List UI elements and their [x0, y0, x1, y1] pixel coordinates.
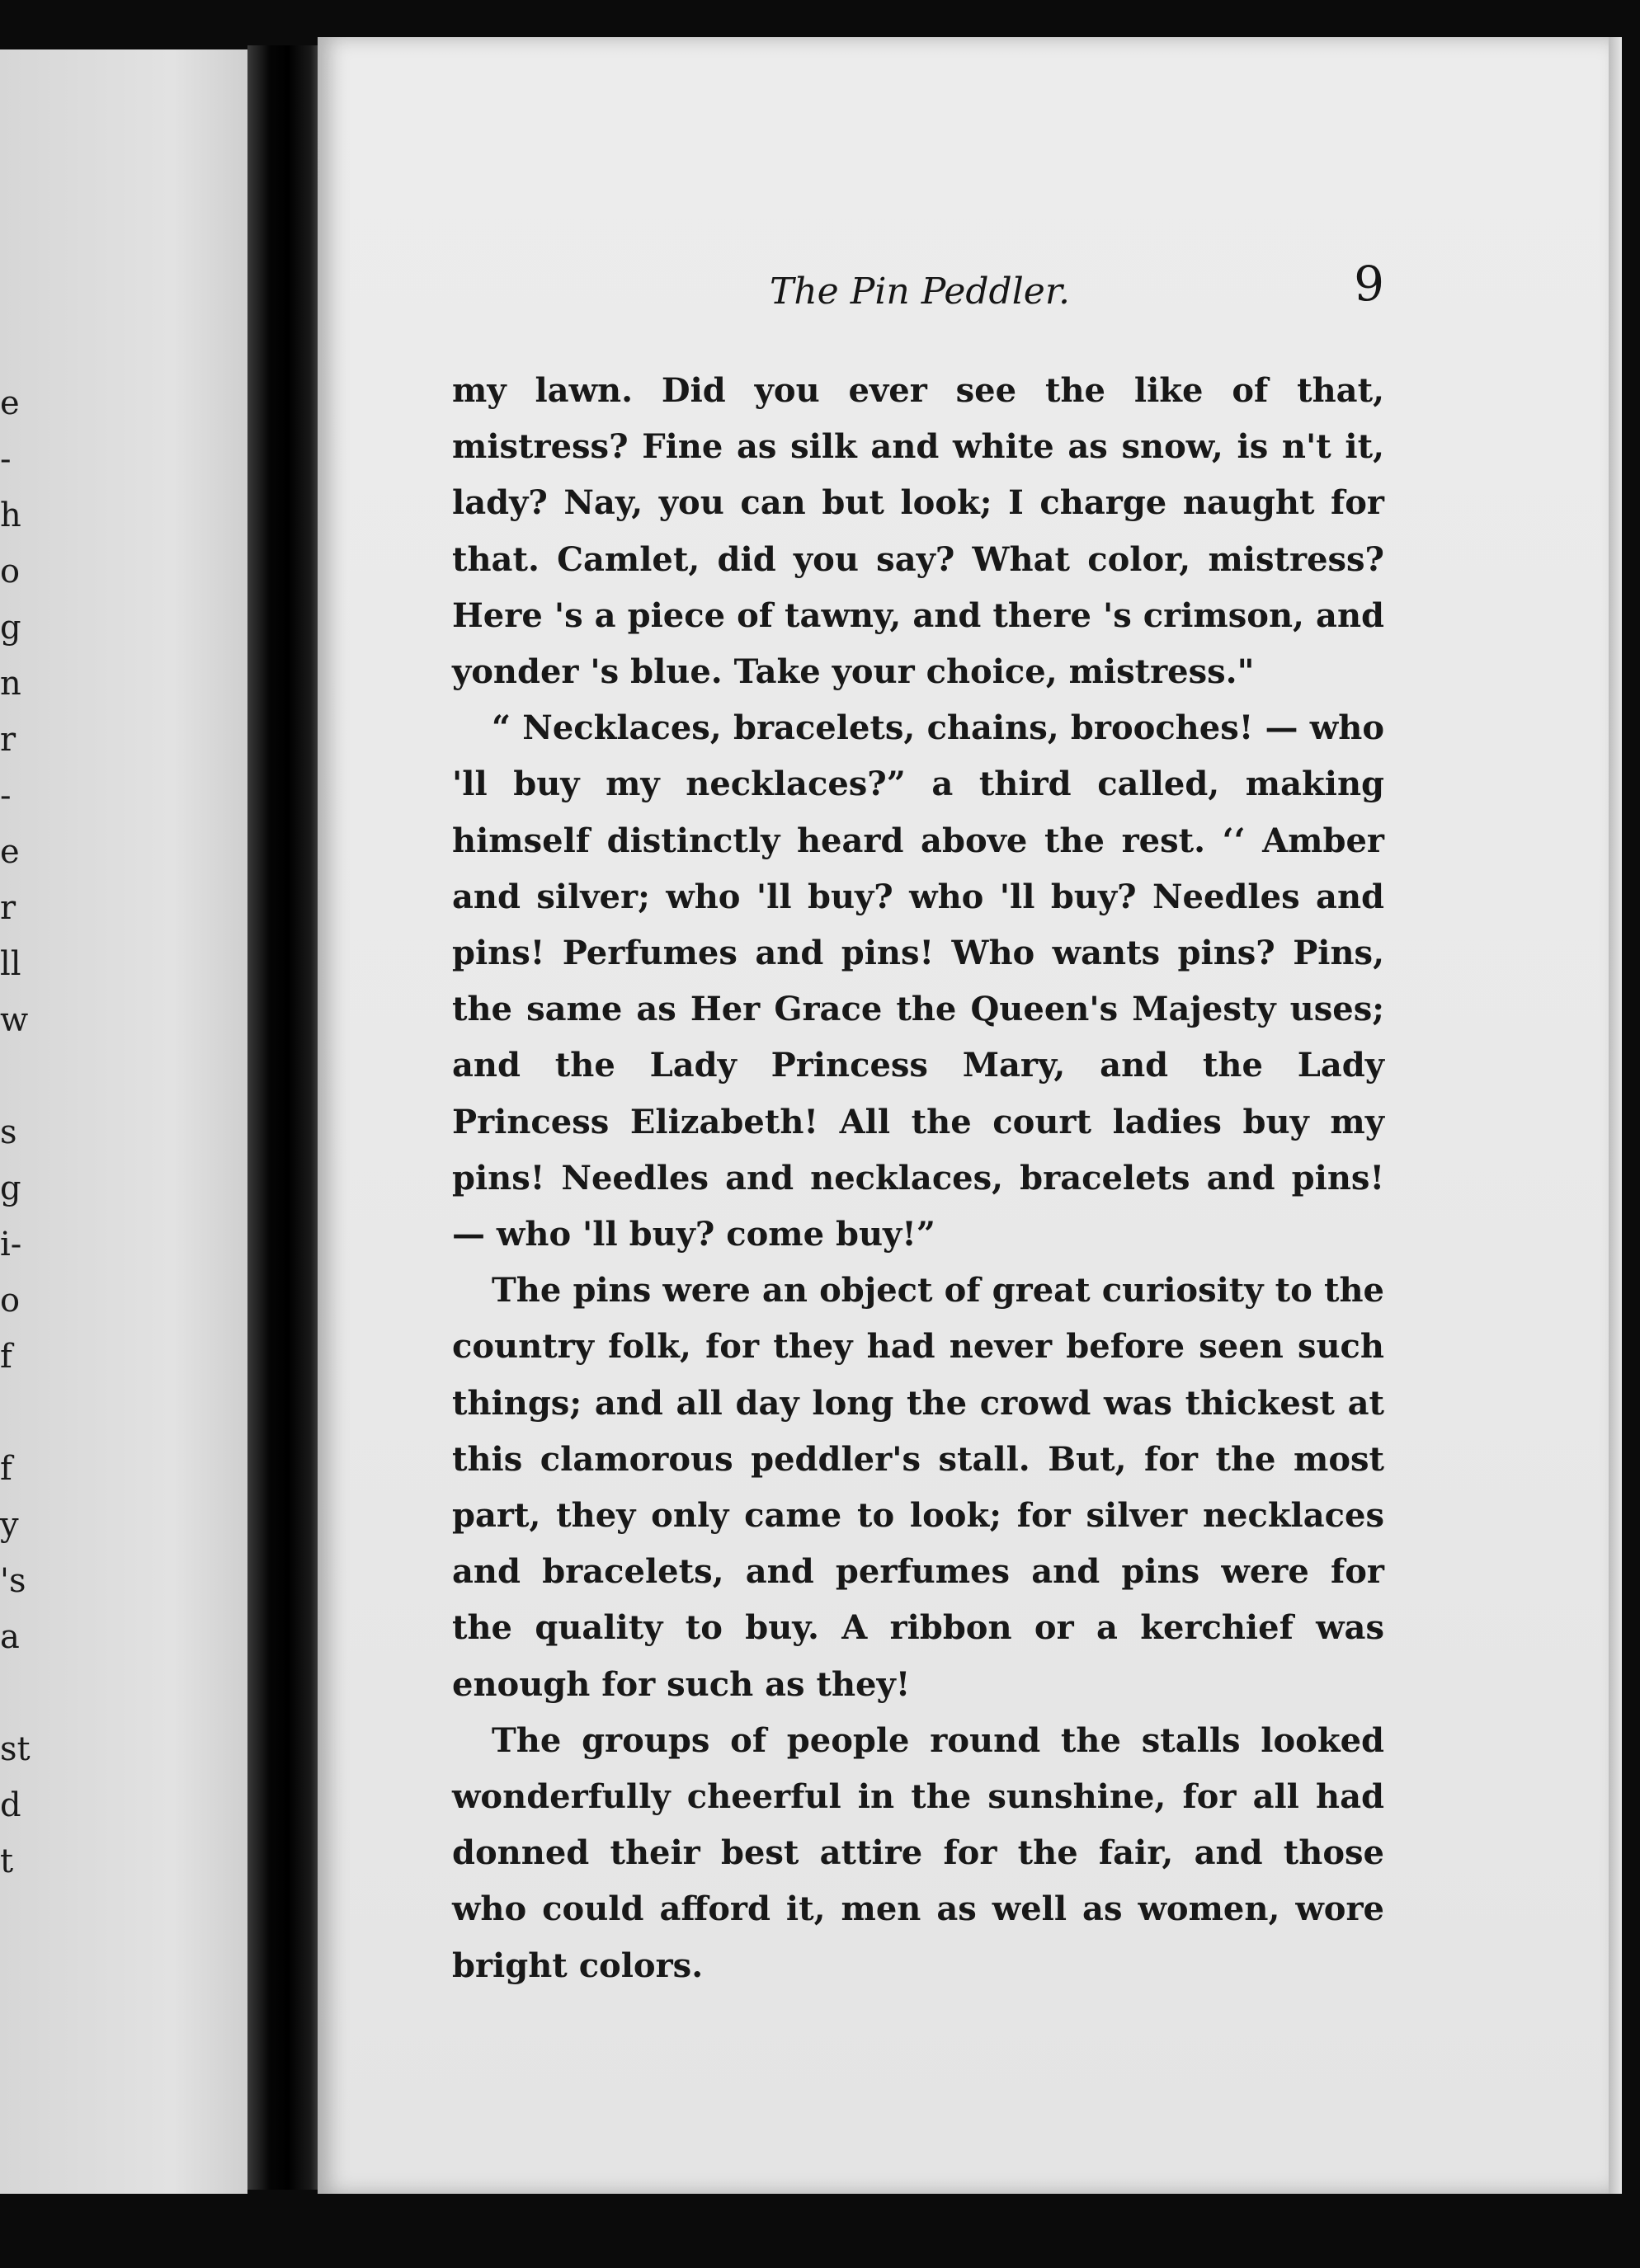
body-text — [452, 363, 1384, 1994]
previous-page-edge — [0, 49, 247, 2194]
paragraph-4: The groups of people round the stalls looked wonderfully cheerful in the sunshine, for all had donned their best attire for the fair, and those who could afford it, men as well as women, wore bright colors. — [452, 1720, 1384, 1985]
paragraph-3: The pins were an object of great curiosity to the country folk, for they had never before seen such things; and all day long the crowd was thickest at this clamorous peddler's stall. But, for the most part, they only came to look; for silver necklaces and bracelets, and perfumes and pins were for the quality to buy. A ribbon or a kerchief was enough for such as they! — [452, 1271, 1384, 1704]
running-header — [452, 256, 1384, 330]
running-title: The Pin Peddler. — [770, 271, 1071, 313]
book-gutter — [247, 45, 322, 2190]
page-number: 9 — [1354, 256, 1384, 312]
paragraph-1: my lawn. Did you ever see the like of that, mistress? Fine as silk and white as snow, is n't it, lady? Nay, you can but look; I charge naught for that. Camlet, did you say? What color, mistress? Here 's a piece of tawny, and there 's crimson, and yonder 's blue. Take your choice, mistress." — [452, 371, 1384, 692]
previous-page-text-fragments: e - h o g n r - e r ll w s g i- o f f y 's a st d t — [0, 384, 31, 1880]
page-right-edge — [1609, 37, 1622, 2194]
paragraph-2: “ Necklaces, bracelets, chains, brooches! — who 'll buy my necklaces?” a third called, making himself distinctly heard above the rest. ‘‘ Amber and silver; who 'll buy? who 'll buy? Needles and pins! Perfumes and pins! Who wants pins? Pins, the same as Her Grace the Queen's Majesty uses; and the Lady Princess Mary, and the Lady Princess Elizabeth! All the court ladies buy my pins! Needles and necklaces, bracelets and pins! — who 'll buy? come buy!” — [452, 708, 1384, 1254]
